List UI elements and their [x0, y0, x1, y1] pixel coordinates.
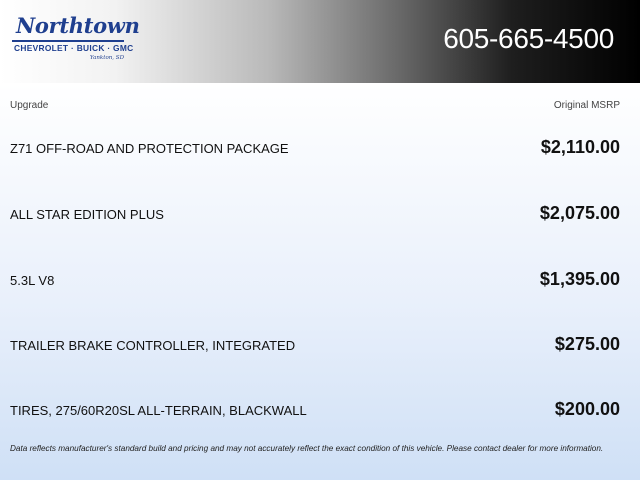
logo-divider	[12, 40, 124, 42]
upgrade-price: $200.00	[554, 399, 620, 419]
upgrade-name: ALL STAR EDITION PLUS	[10, 207, 164, 222]
disclaimer-text: Data reflects manufacturer's standard build and pricing and may not accurately reflect the exact condition of this vehicle. Please contact dealer for more information.	[10, 444, 604, 453]
upgrade-name: TIRES, 275/60R20SL ALL-TERRAIN, BLACKWALL	[10, 403, 307, 418]
logo-brands: CHEVROLET · BUICK · GMC	[14, 43, 134, 53]
upgrade-row	[0, 268, 640, 292]
upgrade-row	[0, 398, 640, 422]
upgrade-price: $275.00	[554, 334, 620, 354]
logo-location: Yankton, SD	[89, 55, 124, 61]
logo-dealer-name: Northtown	[16, 13, 140, 38]
upgrade-row	[0, 202, 640, 226]
upgrade-price: $2,110.00	[540, 137, 620, 157]
upgrade-row	[0, 333, 640, 357]
upgrade-column-header: Upgrade	[10, 100, 49, 111]
upgrade-price: $1,395.00	[539, 269, 620, 289]
upgrades-panel	[0, 83, 640, 480]
upgrade-name: Z71 OFF-ROAD AND PROTECTION PACKAGE	[10, 141, 289, 156]
upgrade-name: 5.3L V8	[10, 273, 55, 288]
header-banner	[0, 0, 640, 83]
msrp-column-header: Original MSRP	[553, 100, 620, 111]
dealer-logo	[12, 13, 140, 66]
upgrade-name: TRAILER BRAKE CONTROLLER, INTEGRATED	[10, 338, 296, 353]
upgrade-row	[0, 136, 640, 160]
dealer-phone: 605-665-4500	[443, 23, 614, 54]
upgrade-price: $2,075.00	[539, 203, 620, 223]
